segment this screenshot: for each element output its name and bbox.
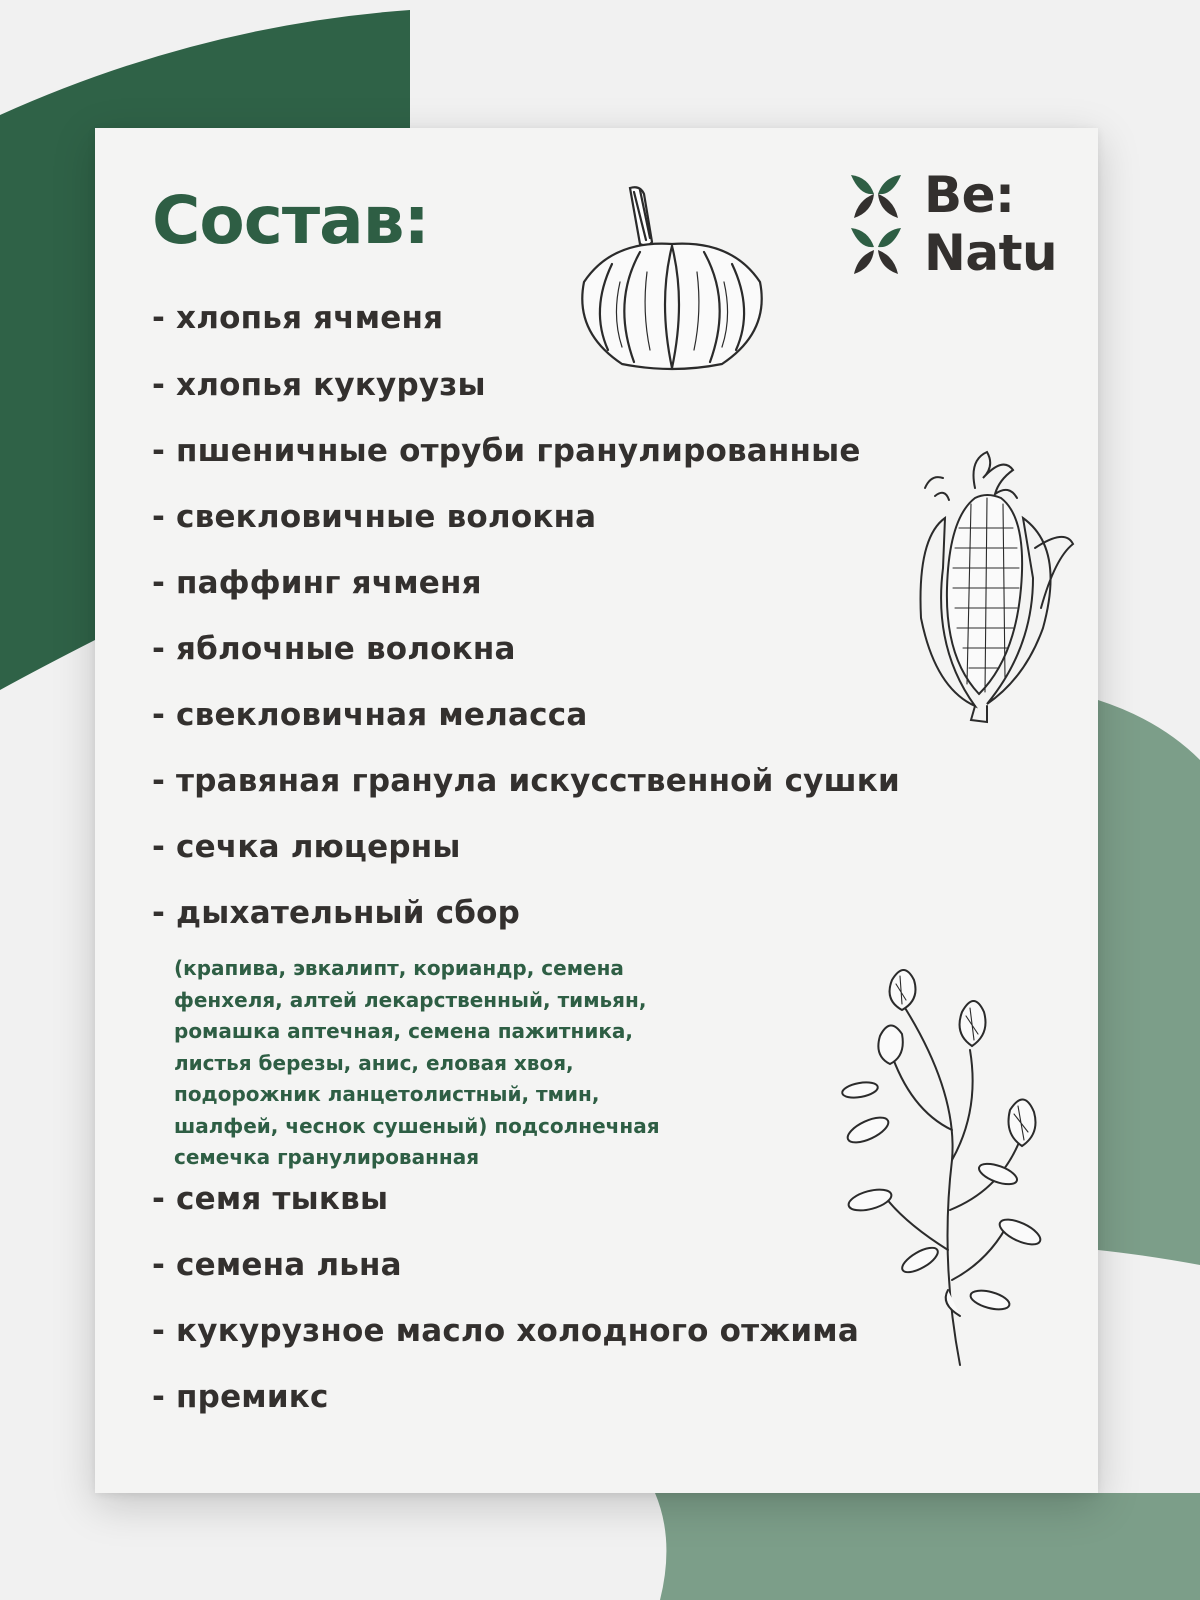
leaf-logo-icon (848, 172, 904, 276)
list-item: - паффинг ячменя (152, 565, 482, 601)
list-item: - хлопья ячменя (152, 300, 444, 336)
page-title: Состав: (152, 182, 429, 259)
light-green-arc-right (1098, 700, 1200, 1265)
herbal-blend-note: (крапива, эвкалипт, кориандр, семена фенхеля, алтей лекарственный, тимьян, ромашка аптечная, семена пажитника, листья березы, анис, еловая хвоя, подорожник ланцетолистный, тмин, шалфей, чеснок сушеный) подсолнечная семечка гранулированная (174, 956, 660, 1169)
list-item: - дыхательный сбор (152, 895, 521, 931)
list-item: - яблочные волокна (152, 631, 516, 667)
list-item: - хлопья кукурузы (152, 367, 486, 403)
list-item: - семя тыквы (152, 1181, 389, 1217)
list-item: - свекловичная меласса (152, 697, 588, 733)
brand-name-line2: Natu (924, 224, 1058, 282)
list-item: - кукурузное масло холодного отжима (152, 1313, 859, 1349)
list-item: - свекловичные волокна (152, 499, 597, 535)
list-item: - травяная гранула искусственной сушки (152, 763, 900, 799)
brand-name-line1: Be: (924, 166, 1015, 224)
list-item: - сечка люцерны (152, 829, 461, 865)
list-item: - пшеничные отруби гранулированные (152, 433, 861, 469)
brand-logo (848, 168, 1068, 283)
alfalfa-icon (840, 960, 1055, 1370)
pumpkin-icon (572, 182, 772, 374)
light-green-arc-bottom (655, 1493, 1200, 1600)
corn-icon (915, 448, 1075, 738)
list-item: - семена льна (152, 1247, 402, 1283)
list-item: - премикс (152, 1379, 329, 1415)
